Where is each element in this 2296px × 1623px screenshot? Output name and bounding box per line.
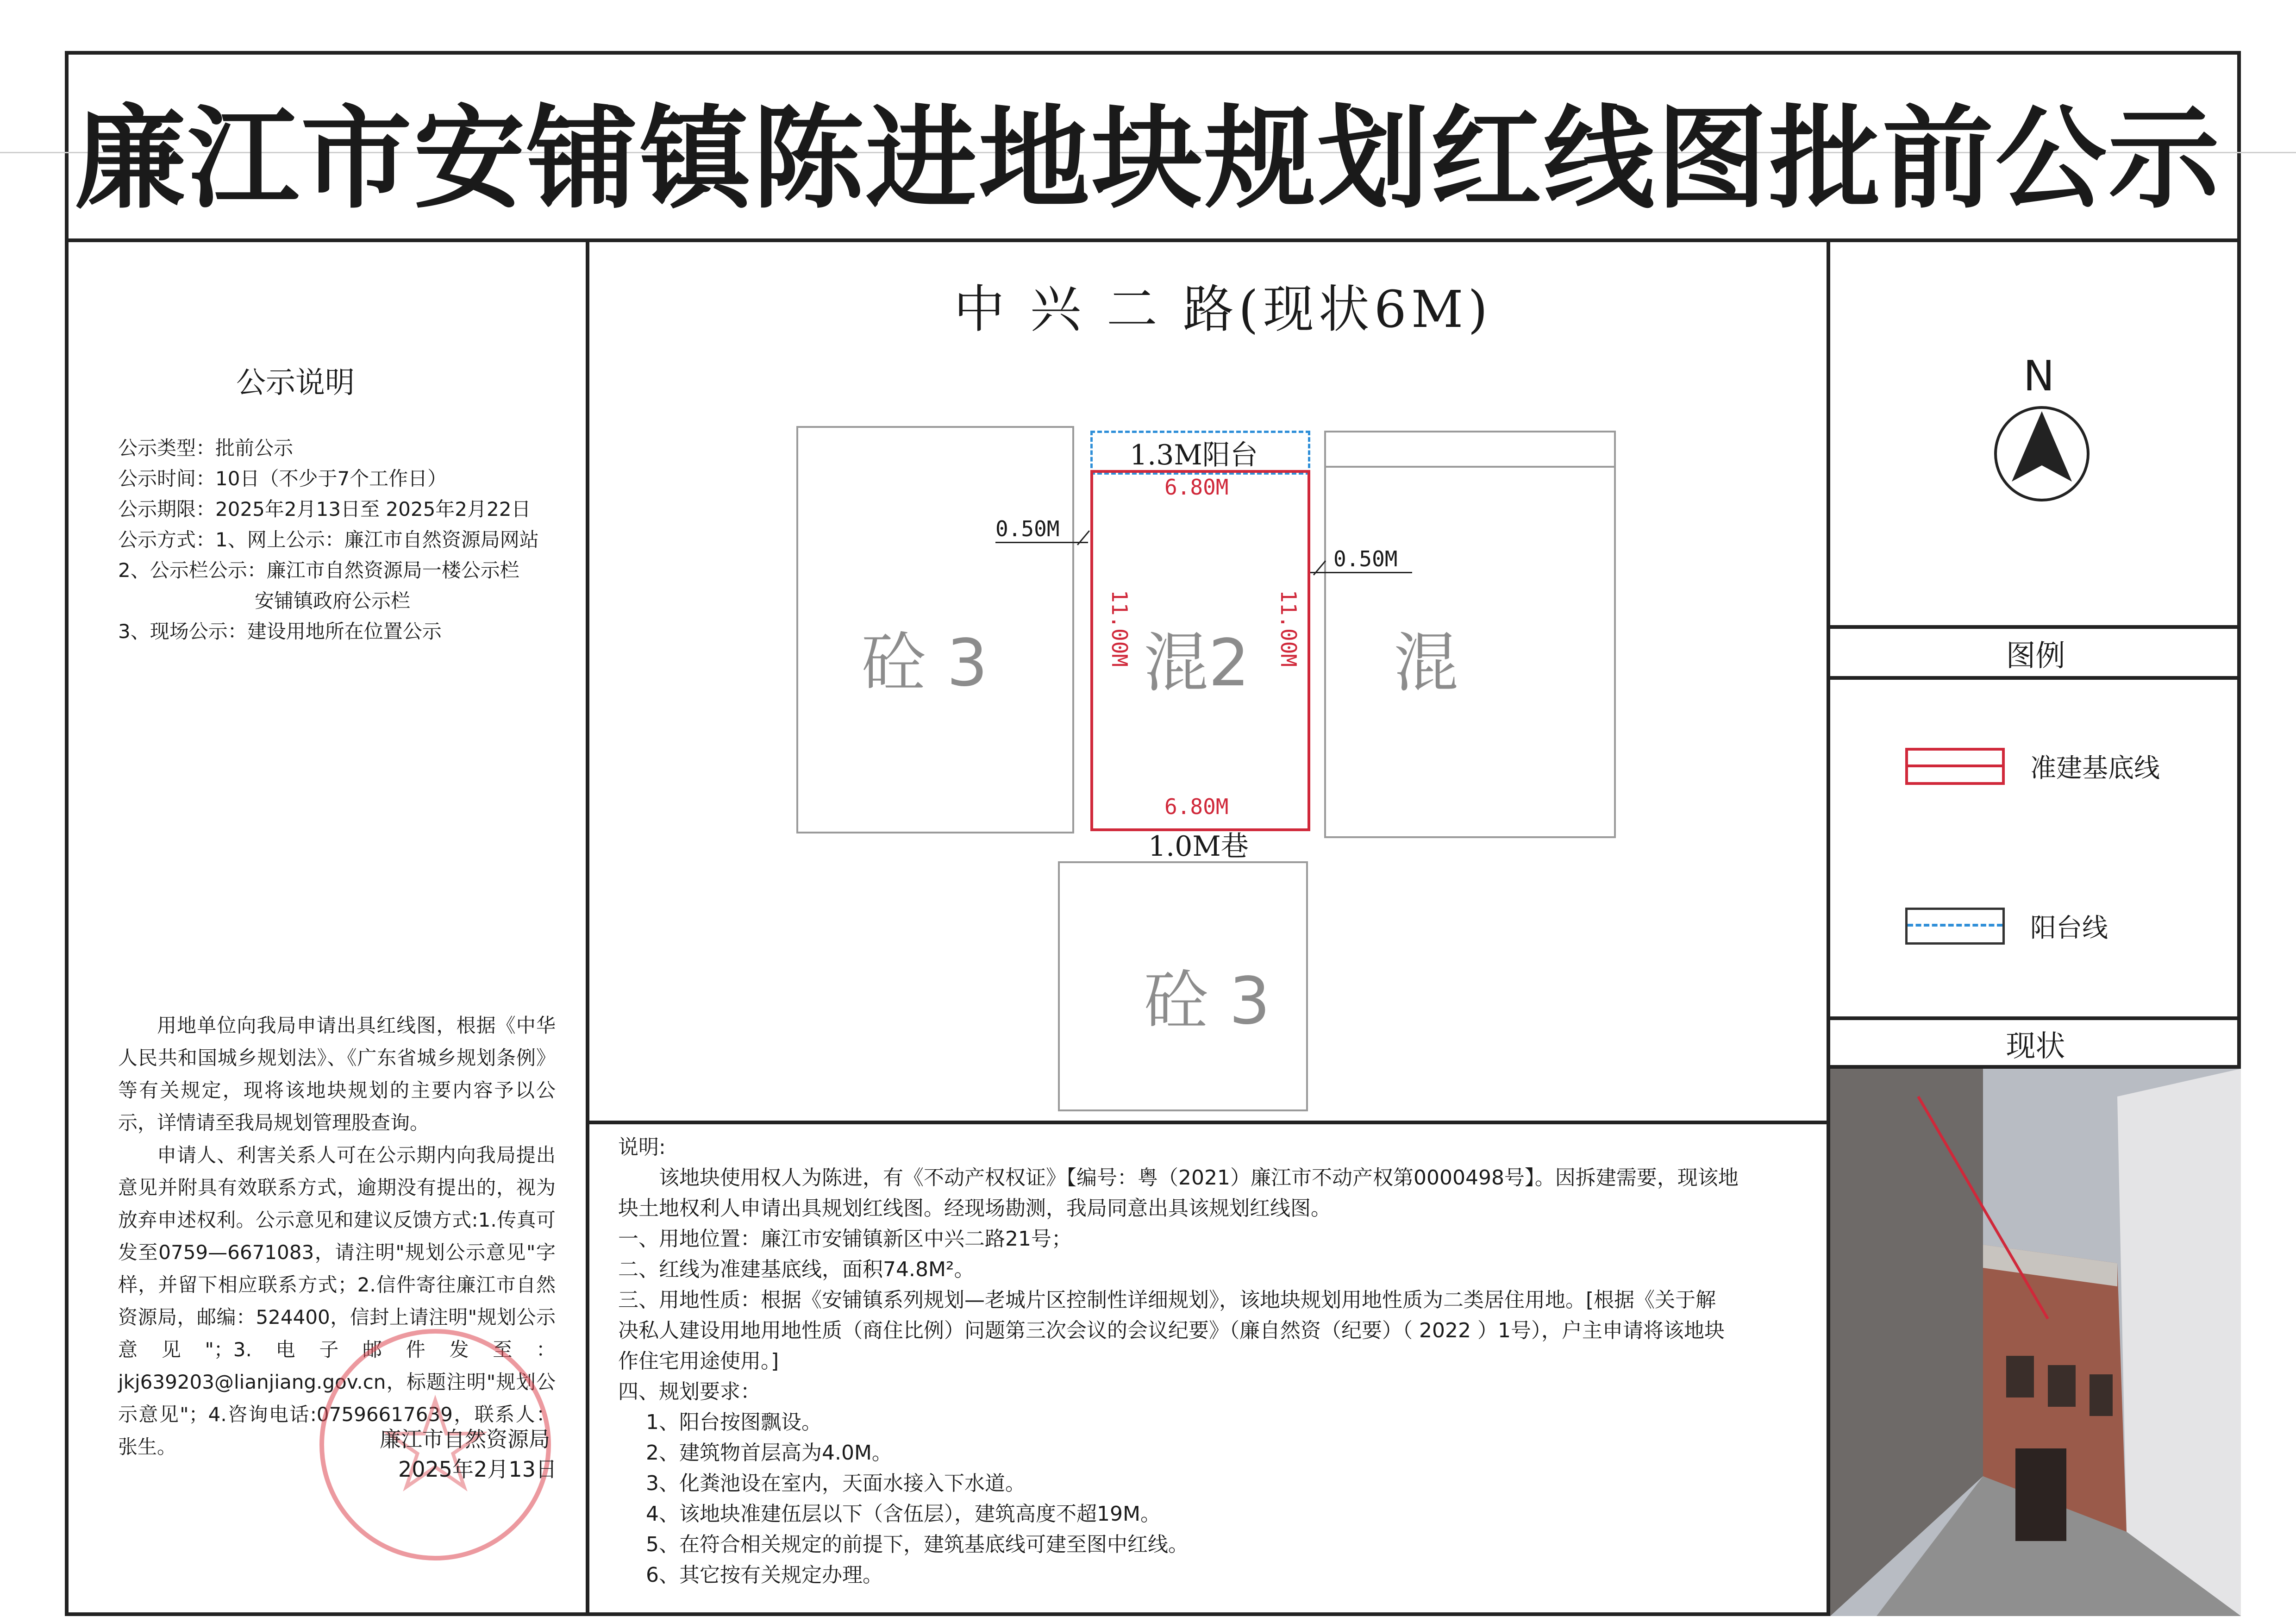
- description-line-4: 二、红线为准建基底线，面积74.8M²。: [618, 1258, 975, 1281]
- alley-label: 1.0M巷: [1148, 830, 1249, 863]
- legend-redline-label: 准建基底线: [2030, 753, 2160, 783]
- description-line-10: 2、建筑物首层高为4.0M。: [646, 1441, 892, 1465]
- road-name: 中 兴 二 路(现状6M): [954, 280, 1493, 339]
- title-divider: [65, 238, 2241, 242]
- description-heading: 说明:: [618, 1135, 666, 1159]
- compass-label: N: [2023, 352, 2055, 401]
- balcony-label: 1.3M阳台: [1130, 439, 1258, 471]
- dim-right: 11.00M: [1276, 589, 1301, 667]
- gap-right-label: 0.50M: [1333, 546, 1398, 571]
- building-right: [1324, 431, 1616, 838]
- description-line-11: 3、化粪池设在室内，天面水接入下水道。: [646, 1472, 1026, 1495]
- building-center-label: 混2: [1144, 626, 1250, 701]
- notice-lines: [118, 433, 576, 647]
- notice-line-method-web: 公示方式：1、网上公示：廉江市自然资源局网站: [118, 528, 539, 551]
- notice-line-period: 公示期限：2025年2月13日至 2025年2月22日: [118, 498, 531, 520]
- legend-head-line: [1827, 676, 2241, 680]
- building-bottom-label: 砼 3: [1144, 964, 1270, 1039]
- gap-left-leader: [995, 542, 1088, 543]
- building-right-top: [1324, 431, 1616, 468]
- gap-left-label: 0.50M: [995, 516, 1060, 541]
- signature-org: 廉江市自然资源局: [380, 1427, 550, 1452]
- description-line-5: 三、用地性质：根据《安铺镇系列规划—老城片区控制性详细规划》，该地块规划用地性质为二类居住用地。[根据《关于解: [618, 1288, 1716, 1312]
- description-line-3: 一、用地位置：廉江市安铺镇新区中兴二路21号；: [618, 1227, 1072, 1251]
- north-arrow-icon: [1991, 403, 2093, 505]
- notice-paragraph-2: 申请人、利害关系人可在公示期内向我局提出意见并附具有效联系方式，逾期没有提出的，视为放弃申述权利。公示意见和建议反馈方式:1.传真可发至0759—6671083，请注明"规划公示意见"字样，并留下相应联系方式；2.信件寄往廉江市自然资源局，邮编：524400，信封上请注明"规划公示意见"；3.电子邮件发至：jkj639203@lianjiang.gov.cn，标题注明"规划公示意见"；4.咨询电话:07596617639，联系人：张生。: [118, 1144, 556, 1458]
- description-line-14: 6、其它按有关规定办理。: [646, 1563, 883, 1587]
- gap-right-leader: [1310, 572, 1412, 573]
- description-line-7: 作住宅用途使用。]: [618, 1349, 779, 1373]
- description-line-6: 决私人建设用地用地性质（商住比例）问题第三次会议的会议纪要》（廉自然资（纪要）（ 2022 ）1号），户主申请将该地块: [618, 1319, 1725, 1342]
- description: [618, 1132, 1813, 1591]
- description-line-1: 该地块使用权人为陈进，有《不动产权权证》【编号：粤（2021）廉江市不动产权第0000498号】。因拆建需要，现该地: [659, 1166, 1739, 1190]
- signature-date: 2025年2月13日: [398, 1457, 557, 1482]
- right-panel-divider: [1827, 238, 1830, 1616]
- description-line-12: 4、该地块准建伍层以下（含伍层），建筑高度不超19M。: [646, 1502, 1161, 1526]
- photo-top-line: [1827, 1016, 2241, 1020]
- dim-top: 6.80M: [1164, 475, 1229, 500]
- building-left-top: [796, 426, 1074, 468]
- notice-line-method-site: 3、现场公示：建设用地所在位置公示: [118, 620, 442, 643]
- notice-line-method-board: 2、公示栏公示：廉江市自然资源局一楼公示栏: [118, 559, 519, 582]
- description-line-2: 块土地权利人申请出具规划红线图。经现场勘测，我局同意出具该规划红线图。: [618, 1197, 1331, 1220]
- legend-balcony-swatch: [1905, 908, 2005, 945]
- photo-head-line: [1827, 1065, 2241, 1069]
- page-title: 廉江市安铺镇陈进地块规划红线图批前公示: [75, 94, 2221, 224]
- legend-redline-swatch: [1905, 748, 2005, 785]
- notice-line-time: 公示时间：10日（不少于7个工作日）: [118, 467, 447, 490]
- notice-heading: 公示说明: [236, 366, 355, 400]
- description-line-8: 四、规划要求：: [618, 1380, 761, 1404]
- notice-line-type: 公示类型：批前公示: [118, 437, 294, 459]
- legend-heading: 图例: [2006, 639, 2065, 673]
- building-left-label: 砼 3: [861, 626, 988, 701]
- dim-bottom: 6.80M: [1164, 794, 1229, 819]
- dim-left: 11.00M: [1107, 589, 1132, 667]
- description-line-9: 1、阳台按图飘设。: [646, 1410, 822, 1434]
- notice-line-method-board-2: 安铺镇政府公示栏: [255, 589, 411, 612]
- legend-top-line: [1827, 625, 2241, 629]
- site-photo-illustration: [1830, 1069, 2241, 1616]
- notice-paragraph-1: 用地单位向我局申请出具红线图，根据《中华人民共和国城乡规划法》、《广东省城乡规划条例》等有关规定，现将该地块规划的主要内容予以公示，详情请至我局规划管理股查询。: [118, 1014, 556, 1134]
- description-divider: [586, 1121, 1830, 1124]
- photo-heading: 现状: [2006, 1029, 2065, 1064]
- legend-balcony-label: 阳台线: [2030, 913, 2108, 943]
- building-right-label: 混: [1394, 626, 1459, 701]
- left-panel-divider: [586, 238, 589, 1616]
- site-photo: [1830, 1069, 2241, 1616]
- description-line-13: 5、在符合相关规定的前提下，建筑基底线可建至图中红线。: [646, 1533, 1189, 1556]
